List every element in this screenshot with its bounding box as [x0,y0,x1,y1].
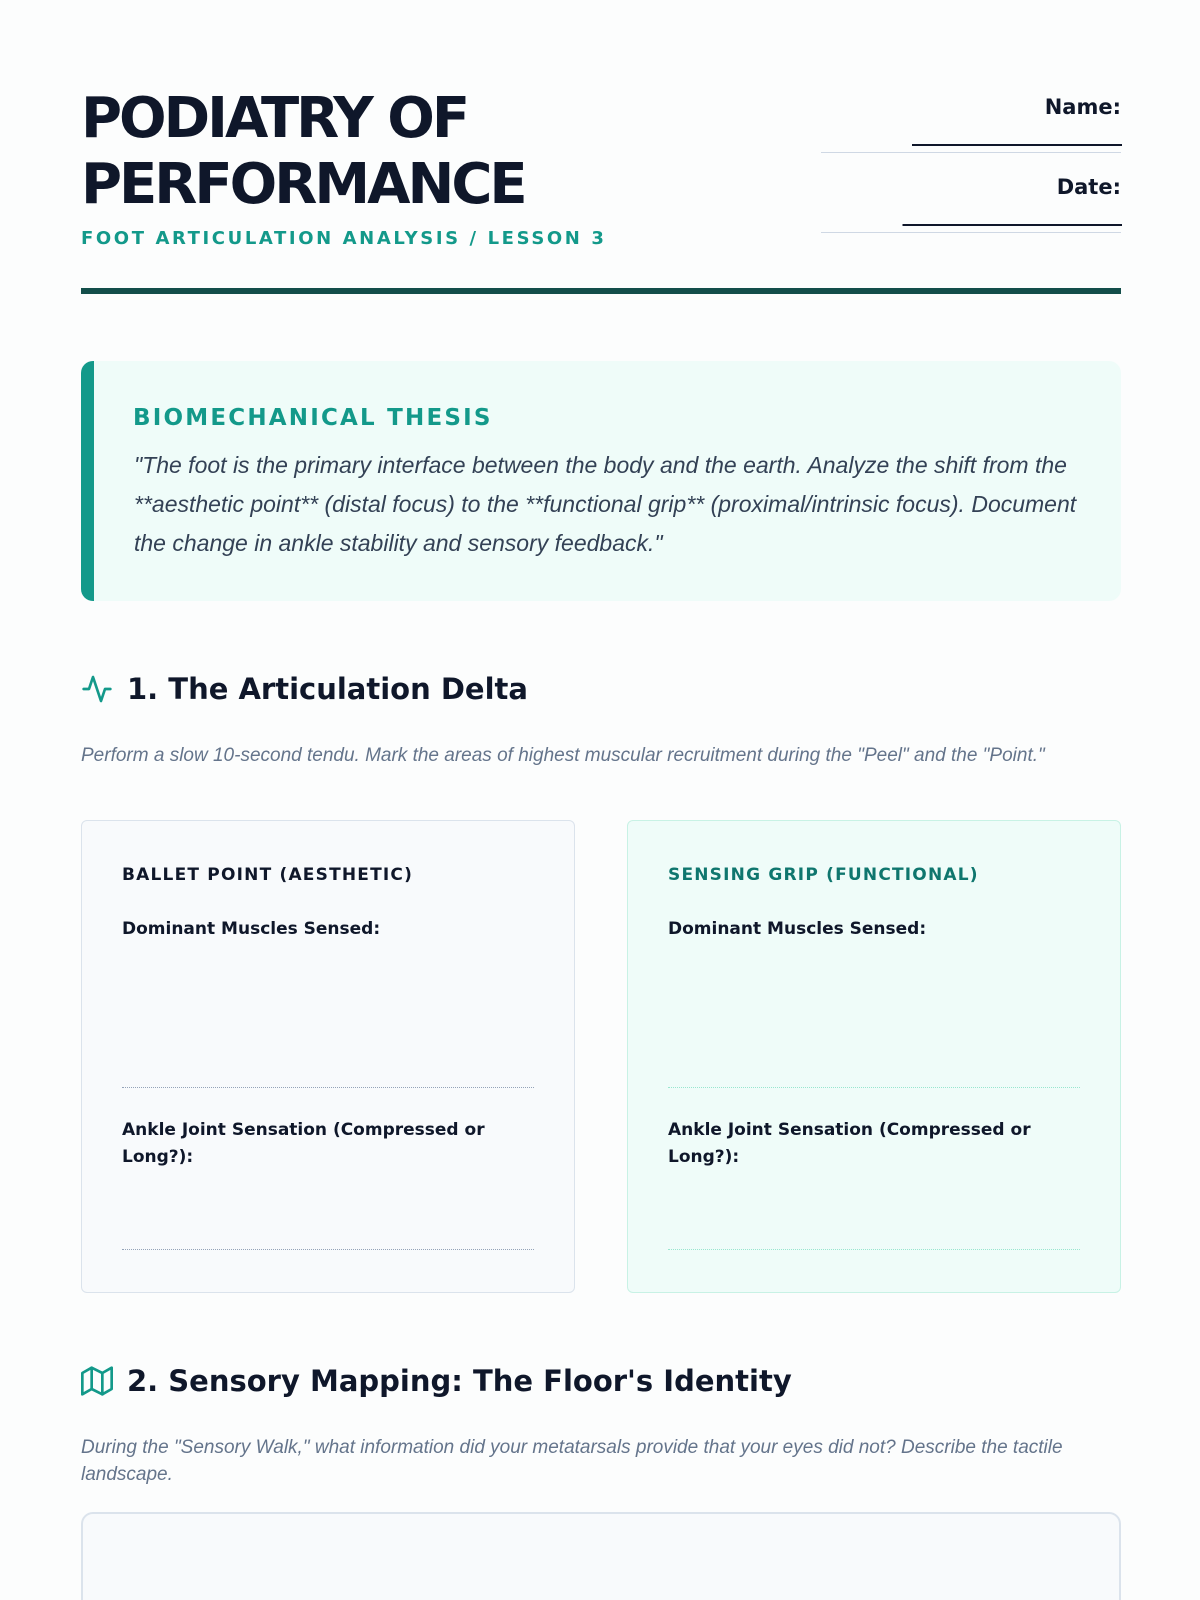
sensory-mapping-answer-box[interactable] [81,1512,1121,1600]
ankle-sensation-answer-line[interactable] [668,1249,1080,1250]
section-2-heading [81,1364,792,1398]
name-label: Name: [1044,95,1121,119]
name-field[interactable]: ______________________ [912,122,1121,146]
ankle-sensation-answer-line[interactable] [122,1249,534,1250]
worksheet-header [81,80,1121,294]
sensing-grip-card [627,820,1121,1293]
dominant-muscles-answer-line[interactable] [668,1087,1080,1088]
dominant-muscles-label: Dominant Muscles Sensed: [668,919,927,939]
card-title: BALLET POINT (AESTHETIC) [122,865,414,885]
thesis-callout [81,361,1121,601]
student-meta [821,80,1121,233]
ankle-sensation-label: Ankle Joint Sensation (Compressed or Long?): [122,1120,485,1167]
ballet-point-card [81,820,575,1293]
card-title: SENSING GRIP (FUNCTIONAL) [668,865,979,885]
date-label: Date: [1056,175,1121,199]
thesis-title: BIOMECHANICAL THESIS [133,405,493,431]
date-field[interactable]: _______________________ [902,202,1121,226]
section-2-description: During the "Sensory Walk," what information did your metatarsals provide that your eyes did not? Describe the tactile landscape. [81,1437,1063,1485]
dominant-muscles-label: Dominant Muscles Sensed: [122,919,381,939]
map-icon [81,1365,113,1397]
date-row [821,160,1121,233]
activity-icon [81,673,113,705]
name-row [821,80,1121,153]
dominant-muscles-answer-line[interactable] [122,1087,534,1088]
page-subtitle: FOOT ARTICULATION ANALYSIS / LESSON 3 [81,228,607,249]
ankle-sensation-label: Ankle Joint Sensation (Compressed or Long?): [668,1120,1031,1167]
section-1-description: Perform a slow 10-second tendu. Mark the areas of highest muscular recruitment during the "Peel" and the "Point." [81,745,1045,766]
thesis-text: "The foot is the primary interface between the body and the earth. Analyze the shift from the **aesthetic point** (distal focus) to the **functional grip** (proximal/intrinsic focus). Document the change in ankle stability and sensory feedback." [134,452,1077,556]
section-2-title: 2. Sensory Mapping: The Floor's Identity [127,1364,792,1398]
page-title: PODIATRY OF PERFORMANCE [81,86,525,217]
section-1-heading [81,672,528,706]
section-1-title: 1. The Articulation Delta [127,672,528,706]
thesis-accent-bar [81,361,94,601]
header-divider [81,288,1121,294]
